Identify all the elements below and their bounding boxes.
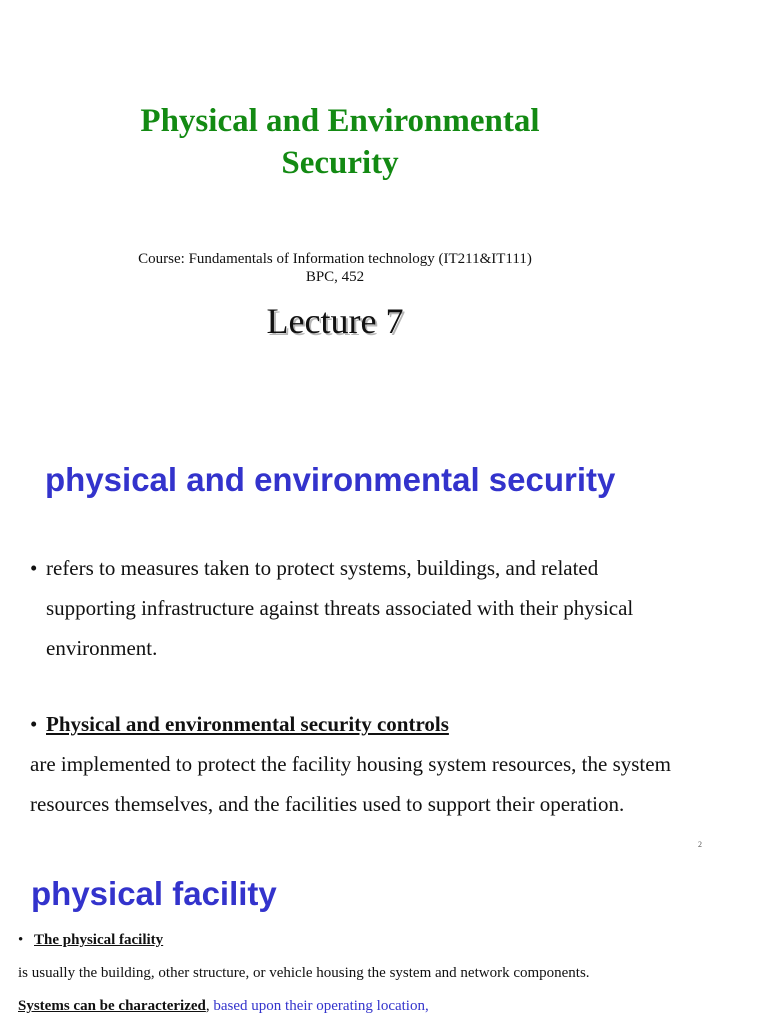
systems-characterized-label: Systems can be characterized xyxy=(18,998,206,1014)
controls-text-line2: resources themselves, and the facilities used to support their operation. xyxy=(30,792,625,816)
definition-text-line2: supporting infrastructure against threats associated with their physical xyxy=(46,596,634,620)
course-info xyxy=(80,250,590,286)
definition-bullet xyxy=(30,548,730,668)
course-location: BPC, 452 xyxy=(305,269,365,285)
lecture-number: Lecture 7 xyxy=(266,301,404,341)
slide-title xyxy=(100,100,580,184)
section-heading-physical-environmental-security: physical and environmental security xyxy=(45,461,616,498)
definition-text-line1: refers to measures taken to protect systems, buildings, and related xyxy=(46,556,599,580)
operating-location-text: based upon their operating location, xyxy=(213,998,429,1014)
controls-label: Physical and environmental security controls xyxy=(46,712,449,736)
bullet-icon: • xyxy=(30,712,38,736)
definition-line1 xyxy=(30,548,730,588)
facility-bullet xyxy=(18,930,163,950)
definition-text-line3: environment. xyxy=(46,636,158,660)
facility-label: The physical facility xyxy=(34,932,164,948)
controls-label-line xyxy=(30,704,750,744)
controls-bullet xyxy=(30,704,750,824)
separator-text: , xyxy=(205,998,214,1014)
facility-description: is usually the building, other structure, or vehicle housing the system and network components. xyxy=(18,965,590,981)
systems-characterized-line xyxy=(18,996,429,1016)
controls-text-line1: are implemented to protect the facility housing system resources, the system xyxy=(30,752,671,776)
slide-title-line1: Physical and Environmental xyxy=(140,103,540,139)
page-number: 2 xyxy=(698,840,702,849)
slide-title-line2: Security xyxy=(281,145,399,181)
course-name: Course: Fundamentals of Information technology (IT211&IT111) xyxy=(138,251,532,267)
section-heading-physical-facility: physical facility xyxy=(31,875,277,912)
bullet-icon: • xyxy=(30,556,38,580)
bullet-icon: • xyxy=(18,932,24,948)
